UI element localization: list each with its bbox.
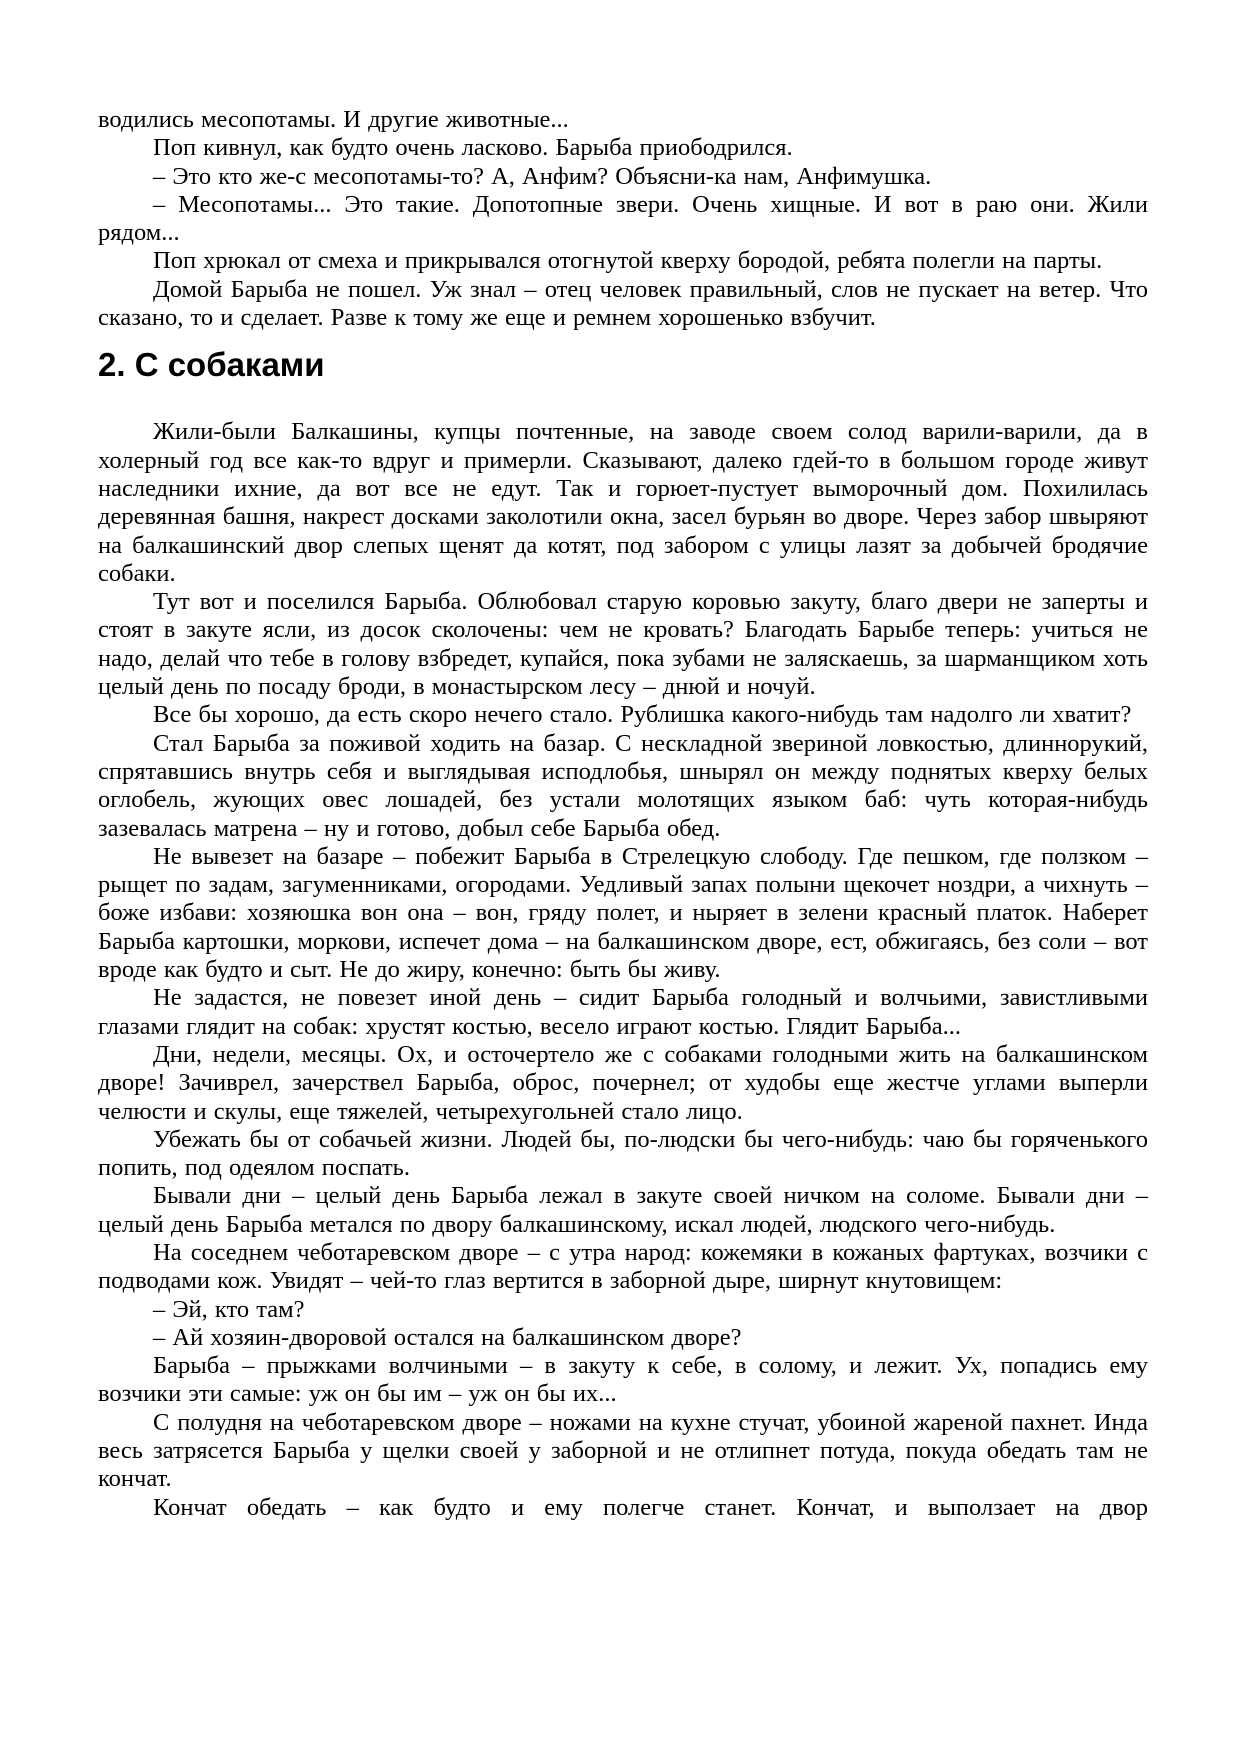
paragraph: – Месопотамы... Это такие. Допотопные звери. Очень хищные. И вот в раю они. Жили рядом... bbox=[98, 190, 1148, 247]
paragraph: Бывали дни – целый день Барыба лежал в закуте своей ничком на соломе. Бывали дни – целый день Барыба метался по двору балкашинскому, искал людей, людского чего-нибудь. bbox=[98, 1182, 1148, 1238]
chapter-heading: 2. С собаками bbox=[98, 346, 325, 384]
paragraph: Убежать бы от собачьей жизни. Людей бы, по-людски бы чего-нибудь: чаю бы горяченького попить, под одеялом поспать. bbox=[98, 1125, 1148, 1182]
paragraph: водились месопотамы. И другие животные... bbox=[98, 106, 569, 133]
paragraph: Не задастся, не повезет иной день – сидит Барыба голодный и волчьими, завистливыми глазами глядит на собак: хрустят костью, весело играют костью. Глядит Барыба... bbox=[98, 984, 1148, 1040]
paragraph: Поп кивнул, как будто очень ласково. Барыба приободрился. bbox=[153, 134, 793, 162]
paragraph: Домой Барыба не пошел. Уж знал – отец человек правильный, слов не пускает на ветер. Что сказано, то и сделает. Разве к тому же еще и ремнем хорошенько взбучит. bbox=[98, 275, 1148, 332]
paragraph: Дни, недели, месяцы. Ох, и осточертело же с собаками голодными жить на балкашинском дворе! Зачиврел, зачерствел Барыба, оброс, почернел; от худобы еще жестче углами выперли челюсти и скулы, еще тяжелей, четырехугольней стало лицо. bbox=[98, 1040, 1148, 1125]
paragraph: – Эй, кто там? bbox=[153, 1295, 305, 1323]
paragraph: Стал Барыба за поживой ходить на базар. С нескладной звериной ловкостью, длиннорукий, спрятавшись внутрь себя и выглядывая исподлобья, шнырял он между поднятых кверху белых оглобель, жующих овес лошадей, без устали молотящих языком баб: чуть которая-нибудь зазевалась матрена – ну и готово, добыл себе Барыба обед. bbox=[98, 729, 1148, 842]
paragraph: – Это кто же-с месопотамы-то? А, Анфим? Объясни-ка нам, Анфимушка. bbox=[153, 162, 932, 190]
paragraph: Все бы хорошо, да есть скоро нечего стало. Рублишка какого-нибудь там надолго ли хватит? bbox=[153, 701, 1132, 729]
paragraph: Тут вот и поселился Барыба. Облюбовал старую коровью закуту, благо двери не заперты и стоят в закуте ясли, из досок сколочены: чем не кровать? Благодать Барыбе теперь: учиться не надо, делай что тебе в голову взбредет, купайся, пока зубами не заляскаешь, за шарманщиком хоть целый день по посаду броди, в монастырском лесу – днюй и ночуй. bbox=[98, 588, 1148, 701]
paragraph: Не вывезет на базаре – побежит Барыба в Стрелецкую слободу. Где пешком, где ползком – рыщет по задам, загуменниками, огородами. Уедливый запах полыни щекочет ноздри, а чихнуть – боже избави: хозяюшка вон она – вон, гряду полет, и ныряет в зелени красный платок. Наберет Барыба картошки, моркови, испечет дома – на балкашинском дворе, ест, обжигаясь, без соли – вот вроде как будто и сыт. Не до жиру, конечно: быть бы живу. bbox=[98, 842, 1148, 984]
paragraph: Барыба – прыжками волчиными – в закуту к себе, в солому, и лежит. Ух, попадись ему возчики эти самые: уж он бы им – уж он бы их... bbox=[98, 1352, 1148, 1408]
paragraph: Поп хрюкал от смеха и прикрывался отогнутой кверху бородой, ребята полегли на парты. bbox=[153, 247, 1103, 275]
paragraph: На соседнем чеботаревском дворе – с утра народ: кожемяки в кожаных фартуках, возчики с подводами кож. Увидят – чей-то глаз вертится в заборной дыре, ширнут кнутовищем: bbox=[98, 1238, 1148, 1295]
paragraph: С полудня на чеботаревском дворе – ножами на кухне стучат, убоиной жареной пахнет. Инда весь затрясется Барыба у щелки своей у заборной и не отлипнет потуда, покуда обедать там не кончат. bbox=[98, 1408, 1148, 1493]
paragraph: Кончат обедать – как будто и ему полегче станет. Кончат, и выползает на двор bbox=[153, 1493, 1148, 1521]
paragraph: Жили-были Балкашины, купцы почтенные, на заводе своем солод варили-варили, да в холерный год все как-то вдруг и примерли. Сказывают, далеко гдей-то в большом городе живут наследники ихние, да вот все не едут. Так и горюет-пустует выморочный дом. Похилилась деревянная башня, накрест досками заколотили окна, засел бурьян во дворе. Через забор швыряют на балкашинский двор слепых щенят да котят, под забором с улицы лазят за добычей бродячие собаки. bbox=[98, 418, 1148, 587]
paragraph: – Ай хозяин-дворовой остался на балкашинском дворе? bbox=[153, 1323, 742, 1351]
